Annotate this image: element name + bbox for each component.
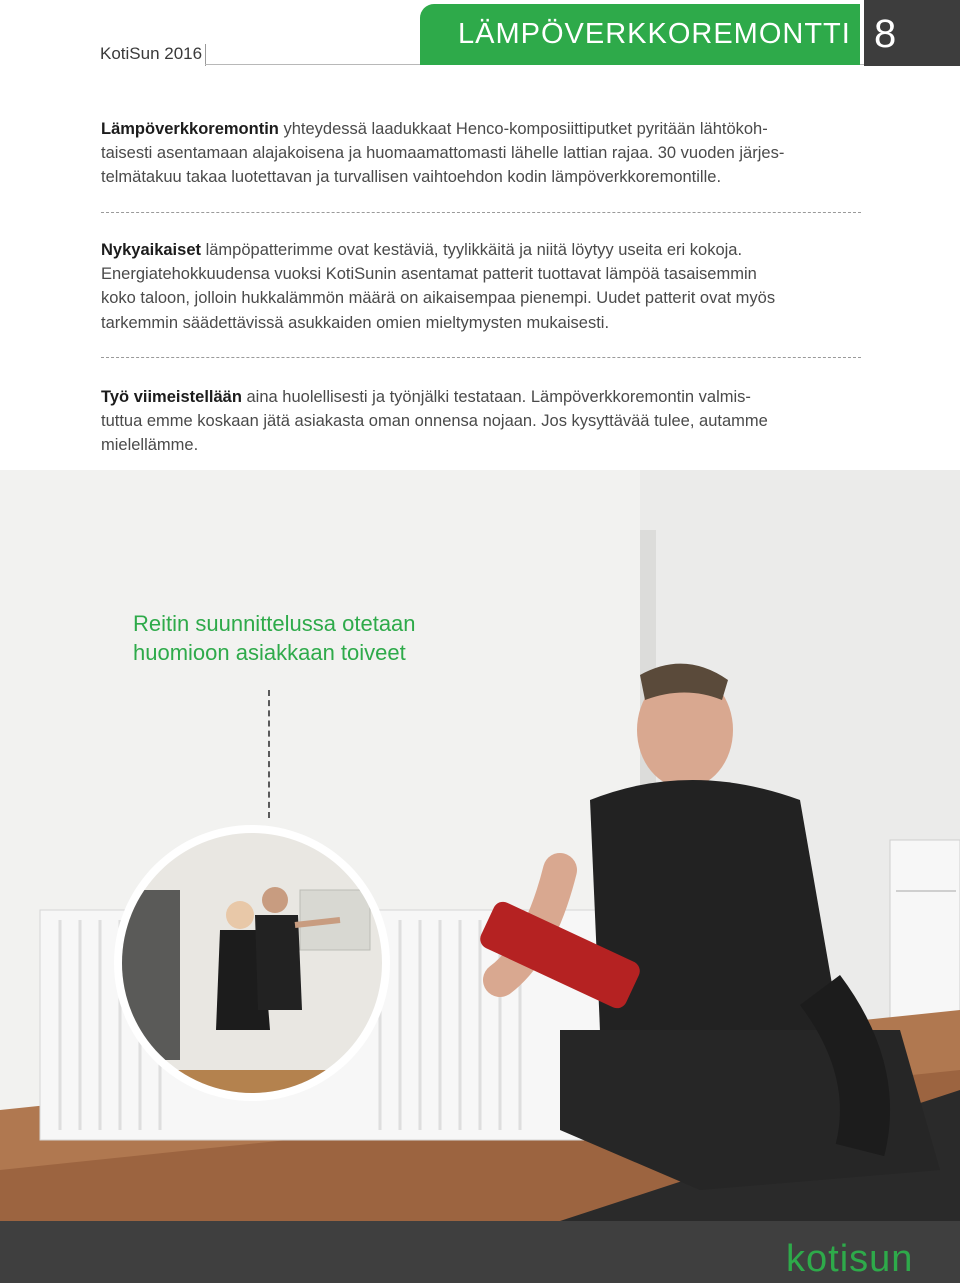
caption-line-2: huomioon asiakkaan toiveet bbox=[133, 640, 406, 665]
page-number: 8 bbox=[874, 12, 897, 56]
caption-line-1: Reitin suunnittelussa otetaan bbox=[133, 611, 416, 636]
paragraph-2 bbox=[101, 238, 861, 335]
paragraph-1-lead: Lämpöverkkoremontin bbox=[101, 120, 279, 138]
paragraph-2-line-4: tarkemmin säädettävissä asukkaiden omien mieltymysten mukaisesti. bbox=[101, 313, 610, 332]
divider-2 bbox=[101, 357, 861, 358]
paragraph-2-line-3: koko taloon, jolloin hukkalämmön määrä on aikaisempaa pienempi. Uudet patterit ovat myös bbox=[101, 289, 776, 308]
kotisun-logo: kotisun bbox=[786, 1238, 914, 1280]
paragraph-3-line-1: aina huolellisesti ja työnjälki testataan. Lämpöverkkoremontin valmis- bbox=[241, 388, 751, 406]
paragraph-1 bbox=[101, 117, 861, 190]
paragraph-3-line-3: mielellämme. bbox=[101, 436, 199, 455]
paragraph-1-line-3: telmätakuu takaa luotettavan ja turvallisen vaihtoehdon kodin lämpöverkkoremontille. bbox=[101, 168, 722, 187]
paragraph-1-line-2: taisesti asentamaan alajakoisena ja huomaamattomasti lähelle lattian rajaa. 30 vuoden järjes- bbox=[101, 144, 785, 163]
installer-photo bbox=[0, 470, 960, 1221]
paragraph-3-line-2: tuttua emme koskaan jätä asiakasta oman onnensa nojaan. Jos kysyttävää tulee, autamme bbox=[101, 412, 768, 431]
header-separator bbox=[205, 44, 206, 66]
installer-photo-illustration bbox=[0, 470, 960, 1221]
section-title: LÄMPÖVERKKOREMONTTI bbox=[458, 18, 851, 50]
paragraph-2-line-2: Energiatehokkuudensa vuoksi KotiSunin asentamat patterit tuottavat lämpöä tasaisemmin bbox=[101, 265, 757, 284]
paragraph-2-line-1: lämpöpatterimme ovat kestäviä, tyylikkäitä ja niitä löytyy useita eri kokoja. bbox=[201, 241, 743, 259]
paragraph-1-line-1: yhteydessä laadukkaat Henco-komposiittiputket pyritään lähtökoh- bbox=[278, 120, 768, 138]
paragraph-3-lead: Työ viimeistellään bbox=[101, 388, 242, 406]
paragraph-2-lead: Nykyaikaiset bbox=[101, 241, 201, 259]
photo-caption bbox=[133, 609, 416, 667]
caption-pointer-line bbox=[268, 690, 270, 818]
paragraph-3 bbox=[101, 385, 861, 458]
divider-1 bbox=[101, 212, 861, 213]
brand-year: KotiSun 2016 bbox=[100, 44, 203, 63]
